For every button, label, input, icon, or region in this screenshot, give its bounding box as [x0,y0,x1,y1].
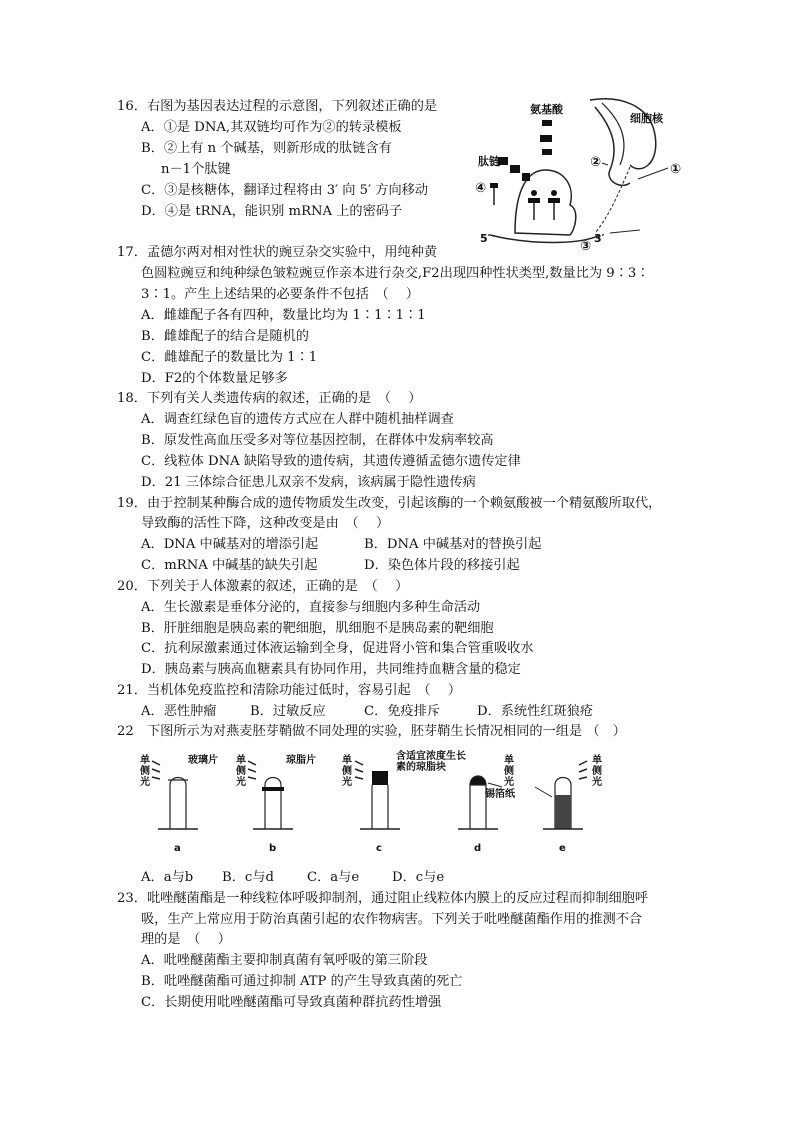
amino-acid-label: 氨基酸 [530,103,563,116]
light-label-b: 单侧光 [236,755,246,788]
q20-option-a: A．生长激素是垂体分泌的，直接参与细胞内多种生命活动 [141,600,481,615]
label-b: b [269,843,277,854]
q20-option-c: C．抗利尿激素通过体液运输到全身，促进肾小管和集合管重吸收水 [141,641,534,656]
label-1: ① [670,162,682,177]
peptide-label: 肽链 [478,155,500,168]
q16-option-a: A．①是 DNA,其双链均可作为②的转录模板 [141,120,402,135]
q19-option-d: D．染色体片段的移接引起 [364,558,520,573]
gene-expression-figure [470,95,700,255]
end-3-label: 3′ [594,232,605,245]
auxin-block-label: 含适宜浓度生长素的琼脂块 [396,751,466,773]
light-label-c: 单侧光 [342,755,352,788]
light-label-a: 单侧光 [140,755,150,788]
foil-label: 锡箔纸 [485,789,515,800]
label-4: ④ [475,181,487,196]
light-label-d: 单侧光 [504,755,514,788]
q16-option-b: B．②上有 n 个碱基，则新形成的肽链含有 [141,141,392,156]
q20-stem: 20．下列关于人体激素的叙述，正确的是 （ ） [117,579,409,594]
gene-expression-diagram [470,95,700,255]
q18-option-c: C．线粒体 DNA 缺陷导致的遗传病，其遗传遵循孟德尔遗传定律 [141,454,521,469]
q22-option-c: C．a与e [307,870,360,885]
q19-option-b: B．DNA 中碱基对的替换引起 [364,537,542,552]
q23-line-3: 理的是 （ ） [141,932,231,947]
q20-option-d: D．胰岛素与胰高血糖素具有协同作用，共同维持血糖含量的稳定 [141,662,521,677]
q19-option-c: C．mRNA 中碱基的缺失引起 [141,558,318,573]
q23-option-b: B．吡唑醚菌酯可通过抑制 ATP 的产生导致真菌的死亡 [141,974,463,989]
q21-option-a: A．恶性肿瘤 [141,704,217,719]
label-e: e [559,843,566,854]
q22-stem: 22 下图所示为对燕麦胚芽鞘做不同处理的实验，胚芽鞘生长情况相同的一组是 （ ） [117,724,626,739]
q21-option-b: B．过敏反应 [250,704,326,719]
q18-option-a: A．调查红绿色盲的遗传方式应在人群中随机抽样调查 [141,412,454,427]
q19-line-1: 19．由于控制某种酶合成的遗传物质发生改变，引起该酶的一个赖氨酸被一个精氨酸所取代， [117,496,662,511]
q23-option-a: A．吡唑醚菌酯主要抑制真菌有氧呼吸的第三阶段 [141,953,428,968]
q17-line-2: 色圆粒豌豆和纯种绿色皱粒豌豆作亲本进行杂交,F2出现四种性状类型,数量比为 9∶3∶ [141,266,650,281]
q19-option-a: A．DNA 中碱基对的增添引起 [141,537,319,552]
q17-option-d: D．F2的个体数量足够多 [141,371,288,386]
q18-option-d: D．21 三体综合征患儿双亲不发病，该病属于隐性遗传病 [141,475,476,490]
q22-option-a: A．a与b [141,870,194,885]
q16-stem: 16．右图为基因表达过程的示意图，下列叙述正确的是 [117,99,438,114]
q19-line-2: 导致酶的活性下降，这种改变是由 （ ） [141,516,390,531]
coleoptile-figure [140,747,620,862]
label-2: ② [590,155,602,170]
q17-option-a: A．雌雄配子各有四种，数量比均为 1∶1∶1∶1 [141,308,426,323]
q16-option-c: C．③是核糖体，翻译过程将由 3′ 向 5′ 方向移动 [141,183,429,198]
q21-option-d: D．系统性红斑狼疮 [477,704,594,719]
q18-stem: 18．下列有关人类遗传病的叙述，正确的是 （ ） [117,391,422,406]
glass-label: 玻璃片 [188,755,218,766]
q22-option-d: D．c与e [392,870,445,885]
nucleus-label: 细胞核 [630,112,663,125]
end-5-label: 5′ [480,232,491,245]
label-a: a [174,843,181,854]
label-d: d [474,843,482,854]
q17-option-c: C．雌雄配子的数量比为 1∶1 [141,350,318,365]
q23-line-2: 吸，生产上常应用于防治真菌引起的农作物病害。下列关于吡唑醚菌酯作用的推测不合 [141,912,643,927]
q23-option-c: C．长期使用吡唑醚菌酯可导致真菌种群抗药性增强 [141,995,442,1010]
q17-option-b: B．雌雄配子的结合是随机的 [141,329,309,344]
light-label-e: 单侧光 [592,755,602,788]
q21-option-c: C．免疫排斥 [364,704,441,719]
label-3: ③ [580,239,592,254]
q17-line-1: 17．孟德尔两对相对性状的豌豆杂交实验中，用纯种黄 [117,245,438,260]
q18-option-b: B．原发性高血压受多对等位基因控制，在群体中发病率较高 [141,433,494,448]
q20-option-b: B．肝脏细胞是胰岛素的靶细胞，肌细胞不是胰岛素的靶细胞 [141,621,494,636]
q22-option-b: B．c与d [222,870,274,885]
q16-option-d: D．④是 tRNA，能识别 mRNA 上的密码子 [141,204,403,219]
q21-stem: 21．当机体免疫监控和清除功能过低时，容易引起 （ ） [117,683,462,698]
agar-label: 琼脂片 [286,755,316,766]
q23-line-1: 23．吡唑醚菌酯是一种线粒体呼吸抑制剂，通过阻止线粒体内膜上的反应过程而抑制细胞呼 [117,891,649,906]
label-c: c [376,843,382,854]
q17-line-3: 3∶1。产生上述结果的必要条件不包括 （ ） [141,287,420,302]
q16-option-b-cont: n－1个肽键 [161,162,231,177]
